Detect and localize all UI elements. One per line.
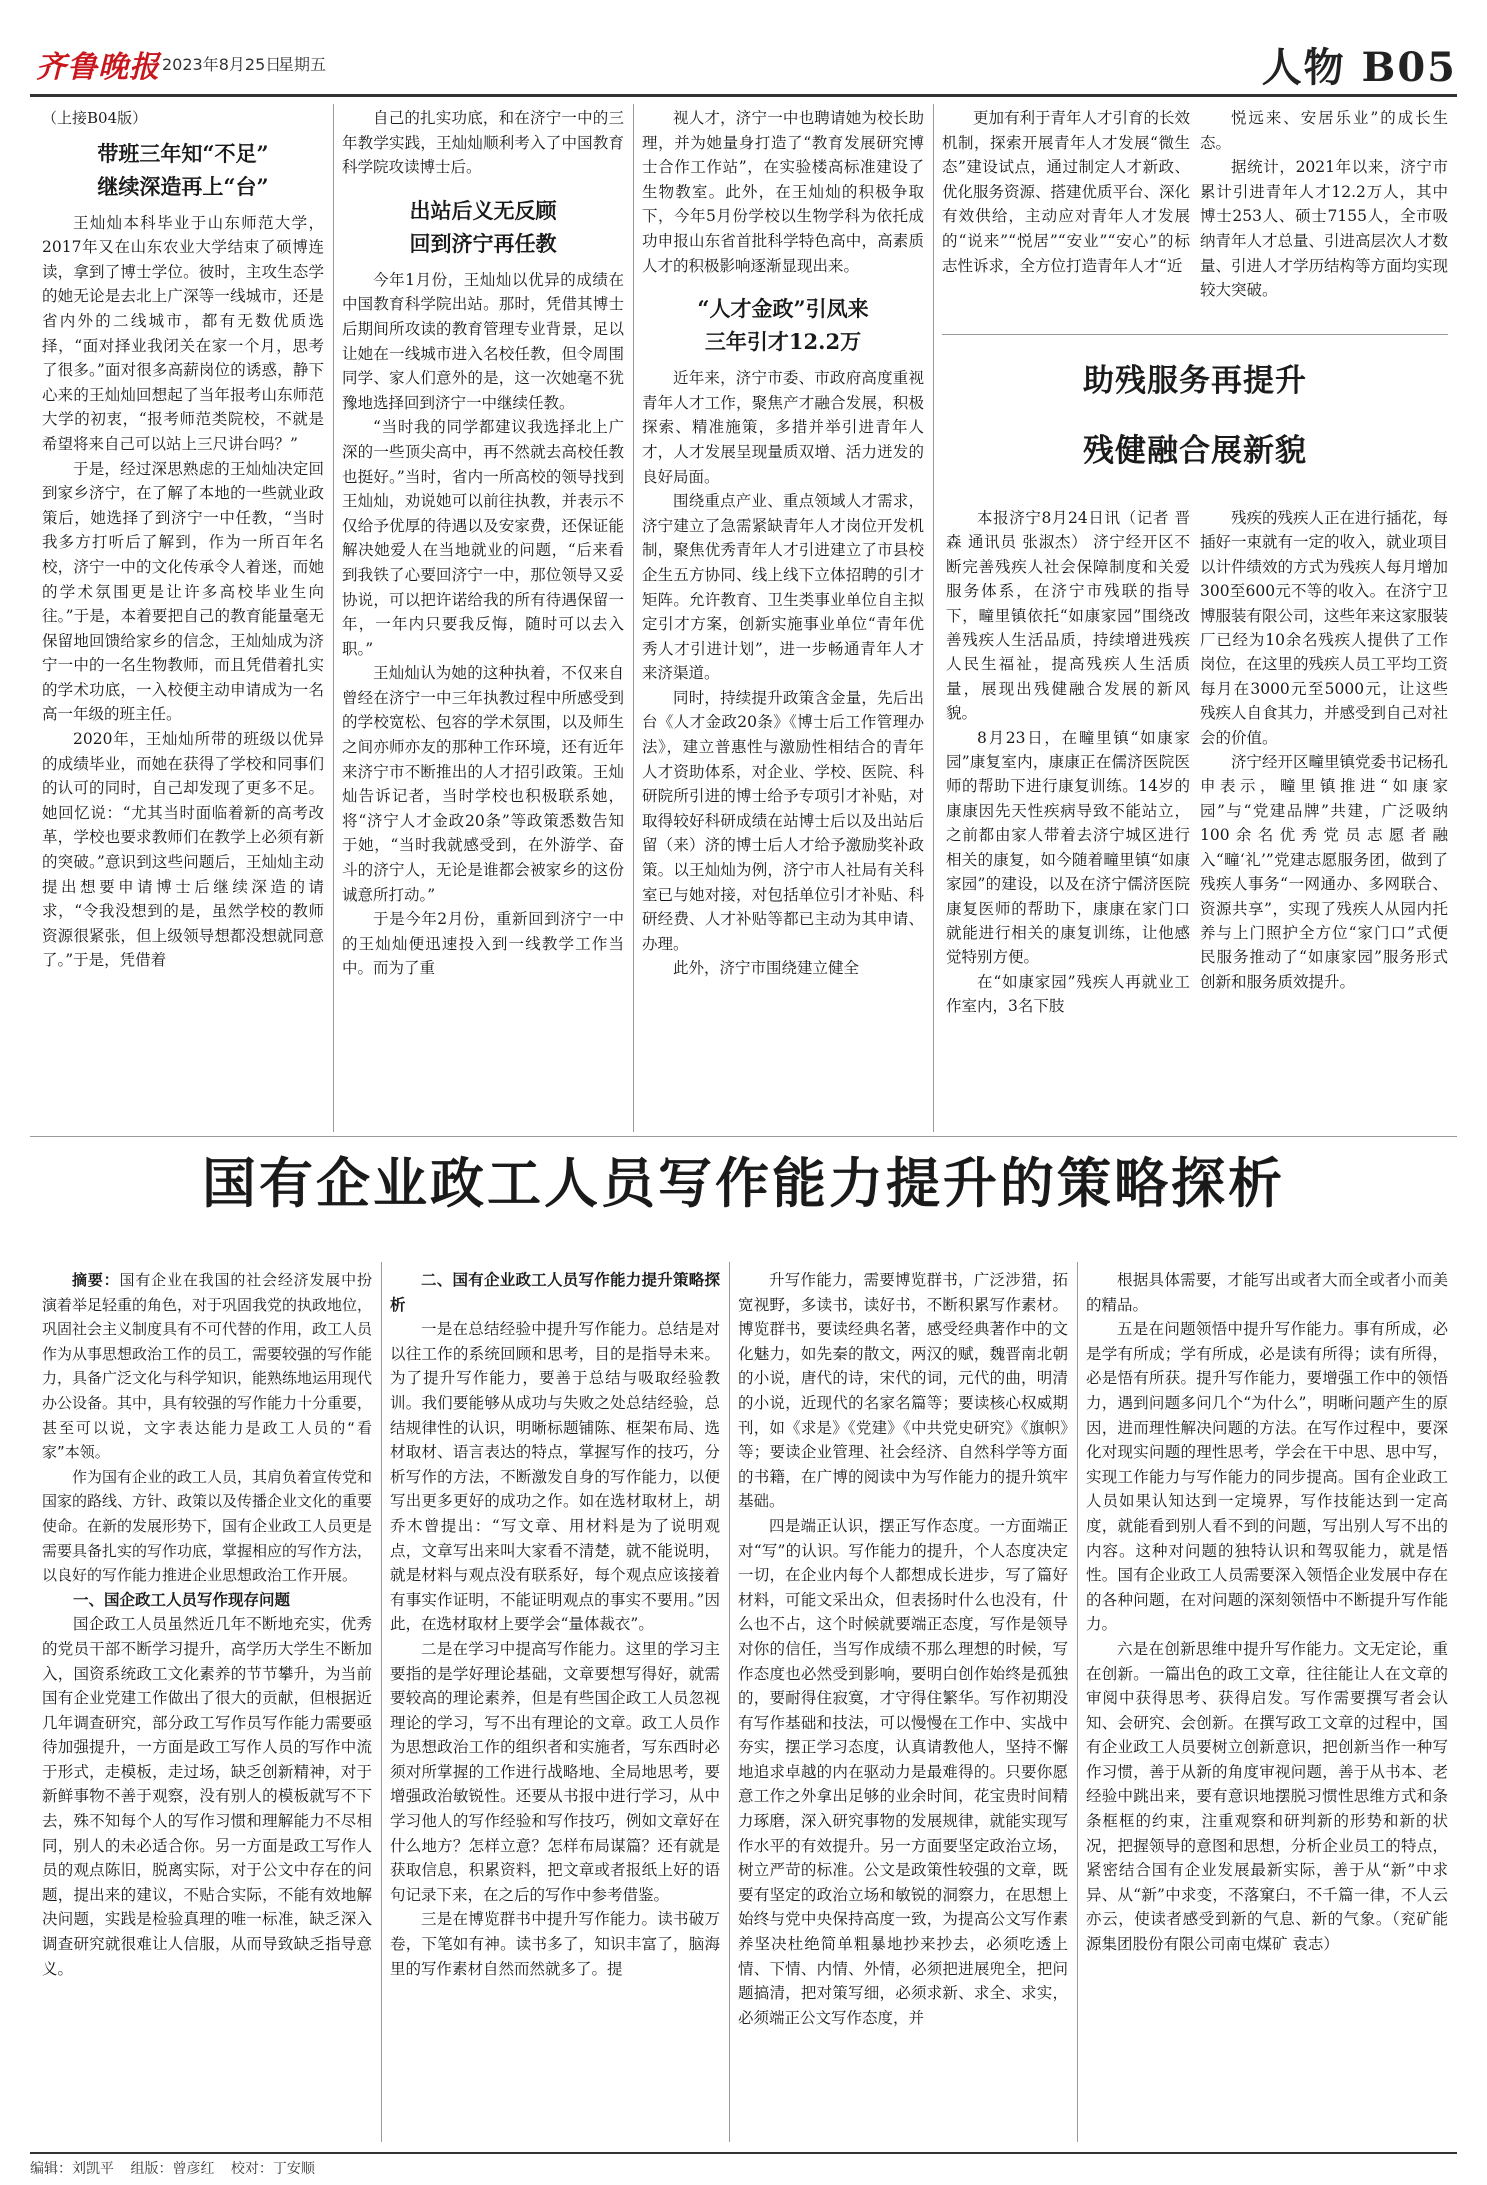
paragraph: 2020年，王灿灿所带的班级以优异的成绩毕业，而她在获得了学校和同事们的认可的同时，自己却发现了更多不足。她回忆说：“尤其当时面临着新的高考改革，学校也要求教师们在教学上必须有新的突破。”意识到这些问题后，王灿灿主动提出想要申请博士后继续深造的请求，“令我没想到的是，虽然学校的教师资源很紧张，但上级领导想都没想就同意了。”于是，凭借着 — [42, 730, 324, 970]
paragraph: 残疾的残疾人正在进行插花，每插好一束就有一定的收入，就业项目以计件绩效的方式为残疾人每月增加300至600元不等的收入。在济宁卫博服装有限公司，这些年来这家服装厂已经为10余名残疾人提供了工作岗位，在这里的残疾人员工平均工资每月在3000元至5000元，让这些残疾人自食其力，并感受到自己对社会的价值。 — [1200, 509, 1449, 747]
paragraph: 三是在博览群书中提升写作能力。读书破万卷，下笔如有神。读书多了，知识丰富了，脑海里的写作素材自然而然就多了。提 — [390, 1910, 720, 1978]
story1-col1-body — [42, 211, 324, 973]
story1-subheading-3: “人才金政”引凤来 三年引才12.2万 — [697, 296, 869, 355]
paragraph: 六是在创新思维中提升写作能力。文无定论，重在创新。一篇出色的政工文章，往往能让人在文章的审阅中获得思考、获得启发。写作需要撰写者会认知、会研究、会创新。在撰写政工文章的过程中，国有企业政工人员要树立创新意识，把创新当作一种写作习惯，善于从新的角度审视问题，善于从书本、老经验中跳出来，要有意识地摆脱习惯性思维方式和条条框框的约束，注重观察和研判新的形势和新的状况，把握领导的意图和思想，分析企业员工的特点，紧密结合国有企业发展最新实际，善于从“新”中求异、从“新”中求变，不落窠臼，不千篇一律，不人云亦云，使读者感受到新的气息、新的气象。（兖矿能源集团股份有限公司南屯煤矿 袁志） — [1086, 1639, 1448, 1954]
story2-column-b — [1200, 506, 1448, 994]
story1-subheading-1: 带班三年知“不足” 继续深造再上“台” — [97, 140, 269, 199]
essay-column-4 — [1086, 1268, 1448, 1957]
paragraph: 于是，经过深思熟虑的王灿灿决定回到家乡济宁，在了解了本地的一些就业政策后，她选择了到济宁一中任教，“当时我多方打听后了解到，作为一所百年名校，济宁一中的文化传承令人着迷，而她的学术氛围更是让许多高校毕业生向往。”于是，本着要把自己的教育能量毫无保留地回馈给家乡的信念，王灿灿成为济宁一中的一名生物教师，而且凭借着扎实的学术功底，一入校便主动申请成为一名高一年级的班主任。 — [42, 459, 324, 724]
column-divider — [633, 104, 634, 1132]
page-header — [30, 18, 1457, 91]
footer-rule — [30, 2152, 1457, 2154]
essay-column-2 — [390, 1268, 720, 1981]
story1-col3-body-b — [642, 366, 924, 981]
paragraph: 同时，持续提升政策含金量，先后出台《人才金政20条》《博士后工作管理办法》，建立普惠性与激励性相结合的青年人才资助体系，对企业、学校、医院、科研院所引进的博士给予专项引才补贴，对取得较好科研成绩在站博士后以及出站后留（来）济的博士后人才给予激励奖补政策。以王灿灿为例，济宁市人社局有关科室已与她对接，对包括单位引才补贴、科研经费、人才补贴等都已主动为其申请、办理。 — [642, 688, 924, 953]
issue-date: 2023年8月25日 — [162, 55, 282, 74]
paragraph: 更加有利于青年人才引育的长效机制，探索开展青年人才发展“微生态”建设试点，通过制定人才新政、优化服务资源、搭建优质平台、深化有效供给，主动应对青年人才发展的“说来”“悦居”“安业”“安心”的标志性诉求，全方位打造青年人才“近 — [942, 109, 1191, 275]
page-footer — [30, 2158, 327, 2178]
paragraph: 8月23日，在疃里镇“如康家园”康复室内，康康正在儒济医院医师的帮助下进行康复训练。14岁的康康因先天性疾病导致不能站立，之前都由家人带着去济宁城区进行相关的康复，如今随着疃里镇“如康家园”的建设，以及在济宁儒济医院康复医师的帮助下，康康在家门口就能进行相关的康复训练，让他感觉特别方便。 — [946, 728, 1190, 967]
column-divider — [381, 1262, 382, 2142]
paragraph: 近年来，济宁市委、市政府高度重视青年人才工作，聚焦产才融合发展，积极探索、精准施策，多措并举引进青年人才，人才发展呈现量质双增、活力迸发的良好局面。 — [642, 369, 924, 486]
story1-col2-body-a — [342, 106, 624, 180]
story2-title-line-2: 残健融合展新貌 — [1083, 433, 1307, 469]
story1-column-3 — [642, 106, 924, 981]
abstract-label: 摘要： — [72, 1271, 120, 1289]
essay-title: 国有企业政工人员写作能力提升的策略探析 — [202, 1151, 1285, 1215]
story1-col2-body-b — [342, 268, 624, 981]
paragraph: 升写作能力，需要博览群书，广泛涉猎，拓宽视野，多读书，读好书，不断积累写作素材。博览群书，要读经典名著，感受经典著作中的文化魅力，如先秦的散文，两汉的赋，魏晋南北朝的小说，唐代的诗，宋代的词，元代的曲，明清的小说，近现代的名家名篇等；要读核心权威期刊，如《求是》《党建》《中共党史研究》《旗帜》等；要读企业管理、社会经济、自然科学等方面的书籍，在广博的阅读中为写作能力的提升筑牢基础。 — [738, 1271, 1068, 1511]
paragraph: 自己的扎实功底，和在济宁一中的三年教学实践，王灿灿顺利考入了中国教育科学院攻读博士后。 — [342, 109, 624, 177]
masthead-logo: 齐鲁晚报 — [36, 50, 160, 85]
footer-layout: 组版：曾彦红 — [130, 2161, 215, 2177]
paragraph: 济宁经开区疃里镇党委书记杨孔申表示，疃里镇推进“如康家园”与“党建品牌”共建，广泛吸纳100余名优秀党员志愿者融入“疃‘礼’”党建志愿服务团，做到了残疾人事务“一网通办、多网联合、资源共享”，实现了残疾人从园内托养与上门照护全方位“家门口”式便民服务推动了“如康家园”服务形式创新和服务质效提升。 — [1200, 753, 1449, 991]
paragraph: 二是在学习中提高写作能力。这里的学习主要指的是学好理论基础，文章要想写得好，就需要较高的理论素养，但是有些国企政工人员忽视理论的学习，写不出有理论的文章。政工人员作为思想政治工作的组织者和实施者，写东西时必须对所掌握的工作进行战略地、全局地思考，要增强政治敏锐性。还要从书报中进行学习，从中学习他人的写作经验和写作技巧，例如文章好在什么地方？怎样立意？怎样布局谋篇？还有就是获取信息，积累资料，把文章或者报纸上好的语句记录下来，在之后的写作中参考借鉴。 — [390, 1639, 720, 1904]
story1-column-1 — [42, 106, 324, 973]
paragraph: 据统计，2021年以来，济宁市累计引进青年人才12.2万人，其中博士253人、硕士7155人，全市吸纳青年人才总量、引进高层次人才数量、引进人才学历结构等方面均实现较大突破。 — [1200, 158, 1449, 300]
paragraph: “当时我的同学都建议我选择北上广深的一些顶尖高中，再不然就去高校任教也挺好。”当时，省内一所高校的领导找到王灿灿，劝说她可以前往执教，并表示不仅给予优厚的待遇以及安家费，还保证能解决她爱人在当地就业的问题，“后来看到我铁了心要回济宁一中，那位领导又妥协说，可以把许诺给我的所有待遇保留一年，一年内只要我反悔，随时可以去入职。” — [342, 418, 624, 658]
paragraph: 本报济宁8月24日讯（记者 晋森 通讯员 张淑杰） 济宁经开区不断完善残疾人社会保障制度和关爱服务体系，在济宁市残联的指导下，疃里镇依托“如康家园”围绕改善残疾人生活品质，持续增进残疾人民生福祉，提高残疾人生活质量，展现出残健融合发展的新风貌。 — [946, 509, 1190, 723]
paragraph: 视人才，济宁一中也聘请她为校长助理，并为她量身打造了“教育发展研究博士合作工作站”，在实验楼高标准建设了生物教室。此外，在王灿灿的积极争取下，今年5月份学校以生物学科为依托成功申报山东省首批科学特色高中，高素质人才的积极影响逐渐显现出来。 — [642, 109, 924, 275]
column-divider — [933, 104, 934, 1132]
paragraph: 围绕重点产业、重点领域人才需求，济宁建立了急需紧缺青年人才岗位开发机制，聚焦优秀青年人才引进建立了市县校企生五方协同、线上线下立体招聘的引才矩阵。允许教育、卫生类事业单位自主拟定引才方案，创新实施事业单位“青年优秀人才引进计划”，进一步畅通青年人才来济渠道。 — [642, 492, 924, 683]
header-rule — [30, 94, 1457, 97]
essay-body-1: 国企政工人员虽然近几年不断地充实，优秀的党员干部不断学习提升，高学历大学生不断加入，国资系统政工文化素养的节节攀升，为当前国有企业党建工作做出了很大的贡献，但根据近几年调查研究，部分政工写作员写作能力需要亟待加强提升，一方面是政工写作人员的写作中流于形式，走模板，走过场，缺乏创新精神，对于新鲜事物不善于观察，没有别人的模板就写不下去，殊不知每个人的写作习惯和理解能力不尽相同，别人的未必适合你。另一方面是政工写作人员的观点陈旧，脱离实际，对于公文中存在的问题，提出来的建议，不贴合实际，不能有效地解决问题，实践是检验真理的唯一标准，缺乏深入调查研究就很难让人信服，从而导致缺乏指导意义。 — [42, 1615, 372, 1978]
essay-intro: 作为国有企业的政工人员，其肩负着宣传党和国家的路线、方针、政策以及传播企业文化的重要使命。在新的发展形势下，国有企业政工人员更是需要具备扎实的写作功底，掌握相应的写作方法，以良好的写作能力推进企业思想政治工作开展。 — [42, 1467, 373, 1585]
story-divider — [942, 334, 1448, 335]
story2-column-a — [946, 506, 1190, 1019]
section-divider — [30, 1136, 1457, 1137]
paragraph: 于是今年2月份，重新回到济宁一中的王灿灿便迅速投入到一线教学工作当中。而为了重 — [342, 910, 624, 978]
paragraph: 一是在总结经验中提升写作能力。总结是对以往工作的系统回顾和思考，目的是指导未来。为了提升写作能力，要善于总结与吸取经验教训。我们要能够从成功与失败之处总结经验，总结规律性的认识，明晰标题铺陈、框架布局、选材取材、语言表达的特点，掌握写作的技巧，分析写作的方法，不断激发自身的写作能力，以便写出更多更好的成功之作。如在选材取材上，胡乔木曾提出：“写文章、用材料是为了说明观点，文章写出来叫大家看不清楚，就不能说明，就是材料与观点没有联系好，每个观点应该接着有事实作证明，不能证明观点的事实不要用。”因此，在选材取材上要学会“量体裁衣”。 — [390, 1320, 720, 1634]
column-divider — [729, 1262, 730, 2142]
column-divider — [1077, 1262, 1078, 2142]
footer-proof: 校对：丁安顺 — [230, 2161, 315, 2177]
issue-weekday: 星期五 — [278, 55, 327, 74]
story1-column-4 — [942, 106, 1190, 278]
essay-heading-1: 一、国企政工人员写作现存问题 — [73, 1589, 291, 1609]
essay-column-1 — [42, 1268, 372, 1981]
paragraph: 王灿灿认为她的这种执着，不仅来自曾经在济宁一中三年执教过程中所感受到的学校宽松、包容的学术氛围，以及师生之间亦师亦友的那种工作环境，还有近年来济宁市不断推出的人才招引政策。王灿灿告诉记者，当时学校也积极联系她，将“济宁人才金政20条”等政策悉数告知于她，“当时我就感受到，在外游学、奋斗的济宁人，无论是谁都会被家乡的这份诚意所打动。” — [342, 664, 624, 904]
paragraph: 五是在问题领悟中提升写作能力。事有所成，必是学有所成；学有所成，必是读有所得；读有所得，必是悟有所获。提升写作能力，要增强工作中的领悟力，遇到问题多问几个“为什么”，明晰问题产生的原因，进而理性解决问题的方法。在写作过程中，要深化对现实问题的理性思考，学会在干中思、思中写，实现工作能力与写作能力的同步提高。国有企业政工人员如果认知达到一定境界，写作技能达到一定高度，就能看到别人看不到的问题，写出别人写不出的内容。这种对问题的独特认识和驾驭能力，就是悟性。国有企业政工人员需要深入领悟企业发展中存在的各种问题，在对问题的深刻领悟中不断提升写作能力。 — [1086, 1320, 1448, 1634]
essay-column-3 — [738, 1268, 1068, 2030]
paragraph: 在“如康家园”残疾人再就业工作室内，3名下肢 — [946, 972, 1190, 1016]
column-divider — [333, 104, 334, 1132]
paragraph: 根据具体需要，才能写出或者大而全或者小而美的精品。 — [1086, 1271, 1448, 1314]
paragraph: 今年1月份，王灿灿以优异的成绩在中国教育科学院出站。那时，凭借其博士后期间所攻读的教育管理专业背景，足以让她在一线城市进入名校任教，但令周围同学、家人们意外的是，这一次她毫不犹豫地选择回到济宁一中继续任教。 — [342, 270, 624, 412]
paragraph: 悦远来、安居乐业”的成长生态。 — [1200, 109, 1448, 152]
abstract-text: 国有企业在我国的社会经济发展中扮演着举足轻重的角色，对于巩固我党的执政地位，巩固社会主义制度具有不可代替的作用，政工人员作为从事思想政治工作的员工，需要较强的写作能力，具备广泛文化与科学知识，能熟练地运用现代办公设备。其中，具有较强的写作能力十分重要，甚至可以说，文字表达能力是政工人员的“看家”本领。 — [42, 1271, 373, 1462]
story1-column-2 — [342, 106, 624, 981]
paragraph: 此外，济宁市围绕建立健全 — [673, 959, 860, 978]
essay-heading-2: 二、国有企业政工人员写作能力提升策略探析 — [390, 1270, 720, 1314]
continued-note: （上接B04版） — [42, 109, 148, 127]
section-title: 人物 B05 — [1261, 44, 1457, 91]
essay-col2-body — [390, 1317, 720, 1981]
story2-title-line-1: 助残服务再提升 — [1083, 363, 1307, 399]
story1-col3-body-a — [642, 106, 924, 278]
story1-column-5 — [1200, 106, 1448, 303]
paragraph: 四是端正认识，摆正写作态度。一方面端正对“写”的认识。写作能力的提升，个人态度决定一切，在企业内每个人都想成长进步，写了篇好材料，可能文采出众，但表扬时什么也没有，什么也不占，这个时候就要端正态度，写作是领导对你的信任，当写作成绩不那么理想的时候，写作态度也必然受到影响，要明白创作始终是孤独的，要耐得住寂寞，才守得住繁华。写作初期没有写作基础和技法，可以慢慢在工作中、实战中夯实，摆正学习态度，认真请教他人，坚持不懈地追求卓越的内在驱动力是最难得的。只要你愿意工作之外拿出足够的业余时间，花宝贵时间精力琢磨，深入研究事物的发展规律，就能实现写作水平的有效提升。另一方面要坚定政治立场，树立严苛的标准。公文是政策性较强的文章，既要有坚定的政治立场和敏锐的洞察力，在思想上始终与党中央保持高度一致，为提高公文写作素养坚决杜绝简单粗暴地抄来抄去，必须吃透上情、下情、内情、外情，必须把进展兜全，把问题搞清，把对策写细，必须求新、求全、求实，必须端正公文写作态度，并 — [738, 1516, 1068, 2027]
story1-subheading-2: 出站后义无反顾 回到济宁再任教 — [409, 197, 557, 256]
essay-abstract — [42, 1268, 372, 1465]
footer-editor: 编辑：刘凯平 — [30, 2161, 114, 2177]
paragraph: 王灿灿本科毕业于山东师范大学，2017年又在山东农业大学结束了硕博连读，拿到了博士学位。彼时，主攻生态学的她无论是去北上广深等一线城市，还是省内外的二线城市，都有无数优质选择，“面对择业我闭关在家一个月，思考了很多。”面对很多高薪岗位的诱惑，静下心来的王灿灿回想起了当年报考山东师范大学的初衷，“报考师范类院校，不就是希望将来自己可以站上三尺讲台吗？” — [42, 213, 324, 453]
